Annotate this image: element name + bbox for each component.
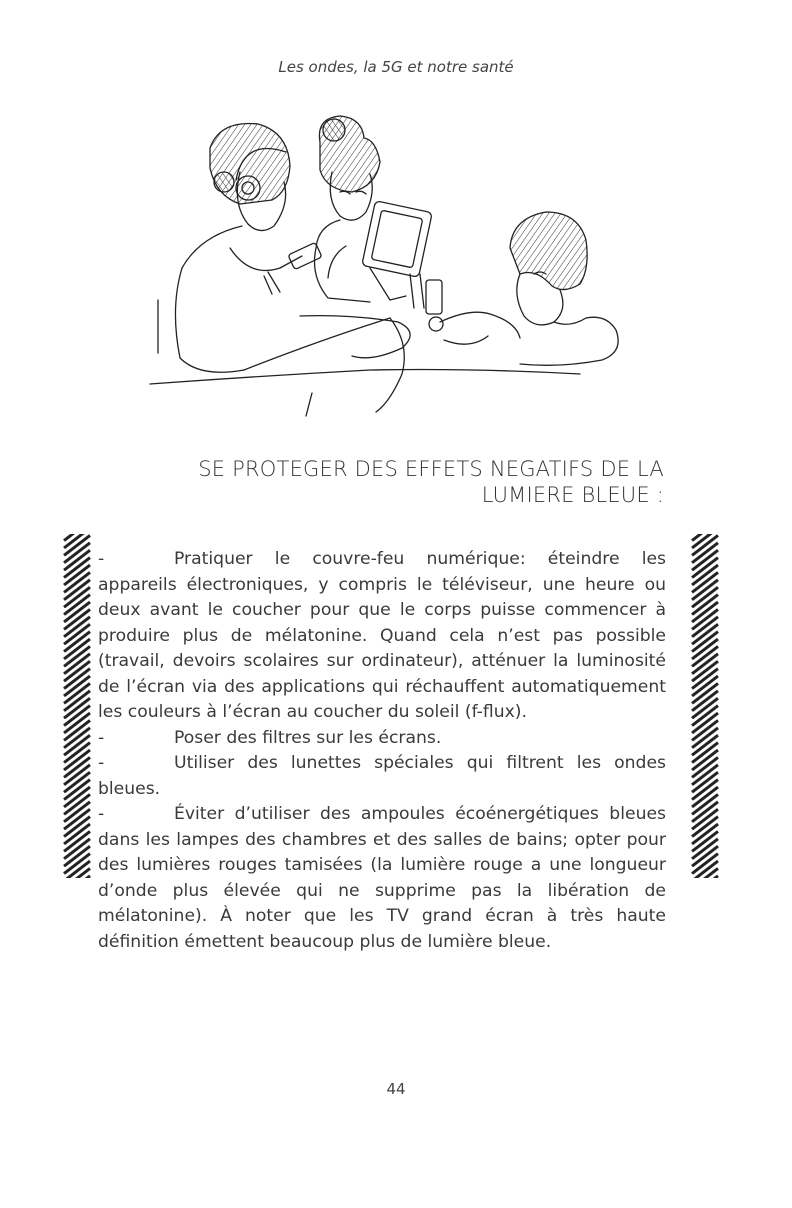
- advice-item: [98, 751, 666, 802]
- bullet-dash: -: [98, 753, 105, 773]
- right-hatched-border: [688, 534, 722, 878]
- page-number: 44: [386, 1080, 406, 1098]
- advice-item: [98, 547, 666, 726]
- section-title-line-1: SE PROTEGER DES EFFETS NEGATIFS DE LA: [198, 457, 664, 481]
- advice-text: Pratiquer le couvre-feu numérique: éteindre les appareils électroniques, y compris le téléviseur, une heure ou deux avant le coucher pour que le corps puisse commencer à produire plus de mélatonine. Quand cela n’est pas possible (travail, devoirs scolaires sur ordinateur), atténuer la luminosité de l’écran via des applications qui réchauffent automatiquement les couleurs à l’écran au coucher du soleil (f-flux).: [98, 549, 666, 722]
- section-title: [144, 456, 664, 508]
- advice-item: [98, 726, 666, 752]
- bullet-dash: -: [98, 804, 105, 824]
- left-hatched-border: [60, 534, 94, 878]
- advice-text: Poser des filtres sur les écrans.: [174, 727, 442, 748]
- children-with-devices-illustration: [140, 108, 660, 428]
- advice-list: [98, 547, 666, 955]
- advice-text: Éviter d’utiliser des ampoules écoénergétiques bleues dans les lampes des chambres et des salles de bains; opter pour des lumières rouges tamisées (la lumière rouge a une longueur d’onde plus élevée qui ne supprime pas la libération de mélatonine). À noter que les TV grand écran à très haute définition émettent beaucoup plus de lumière bleue.: [98, 804, 666, 952]
- section-title-line-2: LUMIERE BLEUE :: [481, 483, 664, 507]
- bullet-dash: -: [98, 727, 105, 748]
- advice-item: [98, 802, 666, 955]
- advice-text: Utiliser des lunettes spéciales qui filtrent les ondes bleues.: [98, 753, 666, 799]
- running-header: Les ondes, la 5G et notre santé: [278, 58, 514, 76]
- bullet-dash: -: [98, 549, 105, 569]
